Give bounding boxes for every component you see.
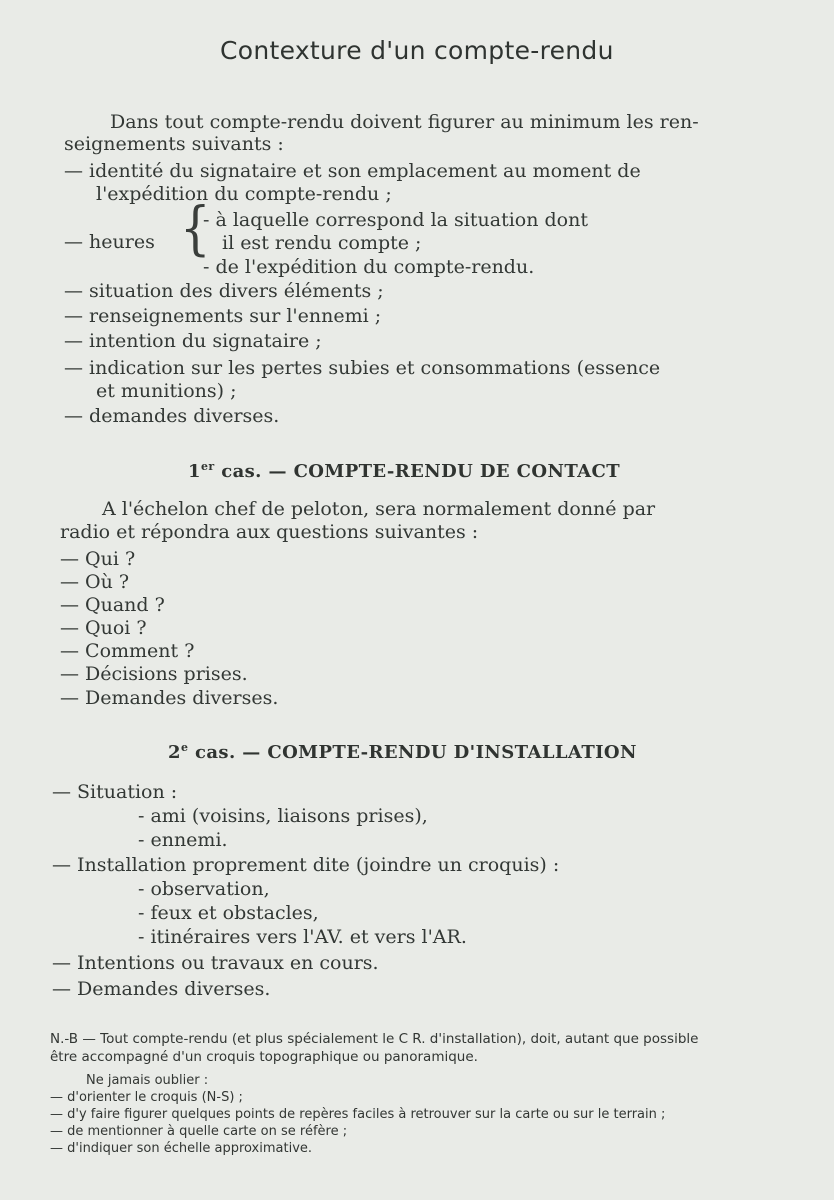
item-identite-line-2: l'expédition du compte-rendu ; [96, 183, 392, 205]
item-heures-label: — heures [64, 231, 155, 253]
case-1-question: — Où ? [60, 571, 130, 593]
case-1-question: — Qui ? [60, 548, 136, 570]
nb-line-2: être accompagné d'un croquis topographique ou panoramique. [50, 1049, 478, 1065]
intro-line-2: seignements suivants : [64, 133, 284, 155]
case-1-intro-line-1: A l'échelon chef de peloton, sera normalement donné par [102, 498, 656, 520]
item-heures-sub-1b: il est rendu compte ; [222, 232, 422, 254]
item-heures-sub-1: - à laquelle correspond la situation dont [203, 209, 588, 231]
case-1-question: — Comment ? [60, 640, 195, 662]
item-intention: — intention du signataire ; [64, 330, 322, 352]
nb-line-1: N.-B — Tout compte-rendu (et plus spécialement le C R. d'installation), doit, autant que possible [50, 1031, 699, 1047]
case-1-heading: 1er cas. — COMPTE-RENDU DE CONTACT [188, 460, 621, 482]
case-2-situation-sub: - ami (voisins, liaisons prises), [138, 805, 428, 827]
case-2-heading: 2e cas. — COMPTE-RENDU D'INSTALLATION [168, 741, 637, 763]
nb-reminder: — de mentionner à quelle carte on se réfère ; [50, 1124, 348, 1139]
page-title: Contexture d'un compte-rendu [220, 36, 614, 65]
item-situation: — situation des divers éléments ; [64, 280, 384, 302]
nb-never-forget: Ne jamais oublier : [86, 1073, 209, 1088]
item-indication-line-1: — indication sur les pertes subies et consommations (essence [64, 357, 661, 379]
item-demandes: — demandes diverses. [64, 405, 280, 427]
intro-line-1: Dans tout compte-rendu doivent figurer au minimum les ren- [110, 111, 699, 133]
case-2-demandes: — Demandes diverses. [52, 978, 271, 1000]
case-1-question: — Quoi ? [60, 617, 147, 639]
case-1-question: — Quand ? [60, 594, 165, 616]
case-1-intro-line-2: radio et répondra aux questions suivantes : [60, 521, 479, 543]
case-2-installation-sub: - itinéraires vers l'AV. et vers l'AR. [138, 926, 467, 948]
case-2-intentions: — Intentions ou travaux en cours. [52, 952, 379, 974]
case-2-installation-sub: - feux et obstacles, [138, 902, 319, 924]
nb-reminder: — d'indiquer son échelle approximative. [50, 1141, 313, 1156]
nb-reminder: — d'y faire figurer quelques points de repères faciles à retrouver sur la carte ou sur le terrain ; [50, 1107, 666, 1122]
brace-symbol: { [180, 195, 211, 263]
nb-reminder: — d'orienter le croquis (N-S) ; [50, 1090, 243, 1105]
item-identite-line-1: — identité du signataire et son emplacement au moment de [64, 160, 641, 182]
case-2-installation-sub: - observation, [138, 878, 270, 900]
case-1-question: — Demandes diverses. [60, 687, 279, 709]
case-2-situation: — Situation : [52, 781, 178, 803]
case-1-question: — Décisions prises. [60, 663, 248, 685]
item-renseignements: — renseignements sur l'ennemi ; [64, 305, 382, 327]
item-heures-sub-2: - de l'expédition du compte-rendu. [203, 256, 535, 278]
case-2-installation: — Installation proprement dite (joindre un croquis) : [52, 854, 560, 876]
case-2-situation-sub: - ennemi. [138, 829, 228, 851]
item-indication-line-2: et munitions) ; [96, 380, 237, 402]
